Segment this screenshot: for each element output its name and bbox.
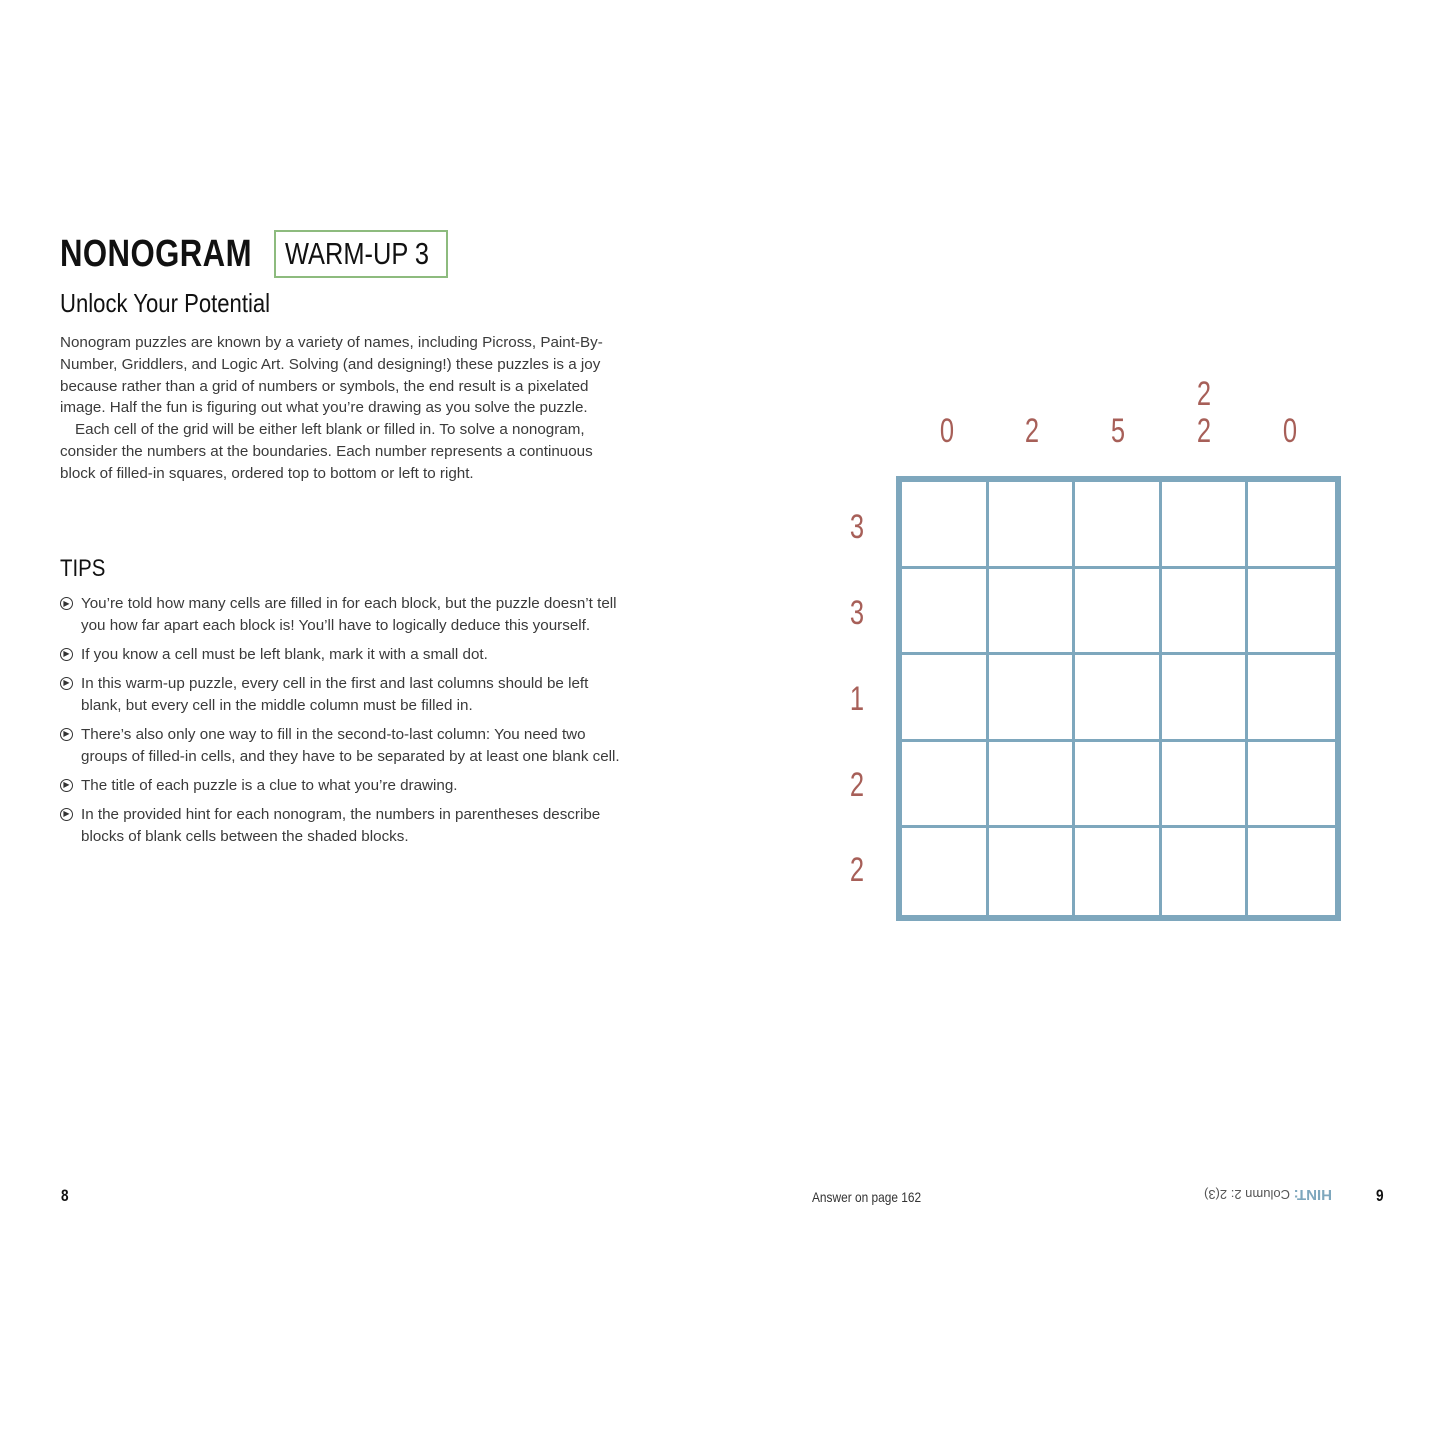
tip-text: In the provided hint for each nonogram, the numbers in parentheses describe blocks of blank cells between the shaded blocks.: [81, 805, 601, 845]
intro-text: [60, 332, 630, 485]
grid-cell[interactable]: [989, 655, 1076, 742]
row-clue-3: 1: [849, 680, 865, 718]
tip-text: There’s also only one way to fill in the second-to-last column: You need two groups of filled-in cells, and they have to be separated by at least one blank cell.: [81, 725, 620, 765]
clue-number: 5: [1110, 412, 1126, 450]
clue-number: 0: [939, 412, 955, 450]
column-clue-2: [1017, 414, 1047, 451]
intro-paragraph-2: Each cell of the grid will be either left blank or filled in. To solve a nonogram, consider the numbers at the boundaries. Each number represents a continuous block of filled-in squares, ordered top to bottom or left to right.: [60, 421, 593, 482]
answer-note: Answer on page 162: [812, 1189, 922, 1205]
arrow-circle-icon: ▶: [60, 728, 73, 741]
grid-cell[interactable]: [1075, 655, 1162, 742]
title-row: [60, 230, 448, 278]
tip-text: The title of each puzzle is a clue to what you’re drawing.: [81, 776, 458, 794]
warmup-badge-label: WARM-UP 3: [285, 236, 430, 271]
row-clue-4: 2: [849, 766, 865, 804]
tip-item: [60, 593, 630, 637]
clue-number: 2: [1196, 412, 1212, 450]
grid-cell[interactable]: [1248, 569, 1335, 656]
grid-cell[interactable]: [1162, 482, 1249, 569]
clue-number: 2: [1024, 412, 1040, 450]
arrow-circle-icon: ▶: [60, 808, 73, 821]
column-clue-1: [932, 414, 962, 451]
tips-list: [60, 593, 630, 855]
grid-cell[interactable]: [902, 655, 989, 742]
tip-text: In this warm-up puzzle, every cell in the first and last columns should be left blank, but every cell in the middle column must be filled in.: [81, 674, 589, 714]
grid-cell[interactable]: [989, 569, 1076, 656]
column-clue-3: [1103, 414, 1133, 451]
clue-number: 0: [1282, 412, 1298, 450]
grid-cell[interactable]: [902, 828, 989, 915]
arrow-circle-icon: ▶: [60, 677, 73, 690]
grid-cell[interactable]: [1162, 828, 1249, 915]
grid-cell[interactable]: [1075, 482, 1162, 569]
puzzle-subtitle: Unlock Your Potential: [60, 288, 271, 318]
hint-upside-down: [1204, 1186, 1332, 1203]
grid-cell[interactable]: [989, 482, 1076, 569]
grid-cell[interactable]: [1248, 655, 1335, 742]
tip-text: If you know a cell must be left blank, mark it with a small dot.: [81, 645, 488, 663]
arrow-circle-icon: ▶: [60, 648, 73, 661]
grid-cell[interactable]: [1162, 742, 1249, 829]
grid-cell[interactable]: [1162, 569, 1249, 656]
grid-cell[interactable]: [902, 482, 989, 569]
grid-cell[interactable]: [1248, 742, 1335, 829]
arrow-circle-icon: ▶: [60, 779, 73, 792]
grid-cell[interactable]: [1075, 828, 1162, 915]
arrow-circle-icon: ▶: [60, 597, 73, 610]
grid-cell[interactable]: [1075, 742, 1162, 829]
tip-text: You’re told how many cells are filled in for each block, but the puzzle doesn’t tell you how far apart each block is! You’ll have to logically deduce this yourself.: [81, 595, 617, 634]
row-clue-1: 3: [849, 508, 865, 546]
left-page-number: 8: [60, 1186, 69, 1205]
tip-item: [60, 644, 630, 666]
column-clue-5: [1275, 414, 1305, 451]
hint-text: Column 2: 2(3): [1204, 1187, 1290, 1202]
grid-cell[interactable]: [989, 828, 1076, 915]
tip-item: [60, 724, 630, 768]
grid-cell[interactable]: [1075, 569, 1162, 656]
hint-label: HINT:: [1293, 1186, 1332, 1203]
grid-cell[interactable]: [1248, 482, 1335, 569]
grid-cell[interactable]: [902, 742, 989, 829]
column-clue-4: [1189, 377, 1219, 451]
tip-item: [60, 775, 630, 797]
grid-cell[interactable]: [902, 569, 989, 656]
clue-number: 2: [1196, 375, 1212, 413]
grid-cell[interactable]: [1162, 655, 1249, 742]
intro-paragraph-1: Nonogram puzzles are known by a variety of names, including Picross, Paint-By-Number, Griddlers, and Logic Art. Solving (and designing!) these puzzles is a joy because rather than a grid of numbers or symbols, the end result is a pixelated image. Half the fun is figuring out what you’re drawing as you solve the puzzle.: [60, 334, 603, 417]
tip-item: [60, 804, 630, 848]
grid-cell[interactable]: [989, 742, 1076, 829]
row-clue-2: 3: [849, 594, 865, 632]
tips-heading: TIPS: [60, 555, 106, 582]
row-clue-5: 2: [849, 851, 865, 889]
page-title: NONOGRAM: [60, 232, 252, 275]
tip-item: [60, 673, 630, 717]
nonogram-grid: [896, 476, 1341, 921]
right-page-number: 9: [1375, 1186, 1384, 1205]
grid-cell[interactable]: [1248, 828, 1335, 915]
warmup-badge: [274, 230, 448, 278]
